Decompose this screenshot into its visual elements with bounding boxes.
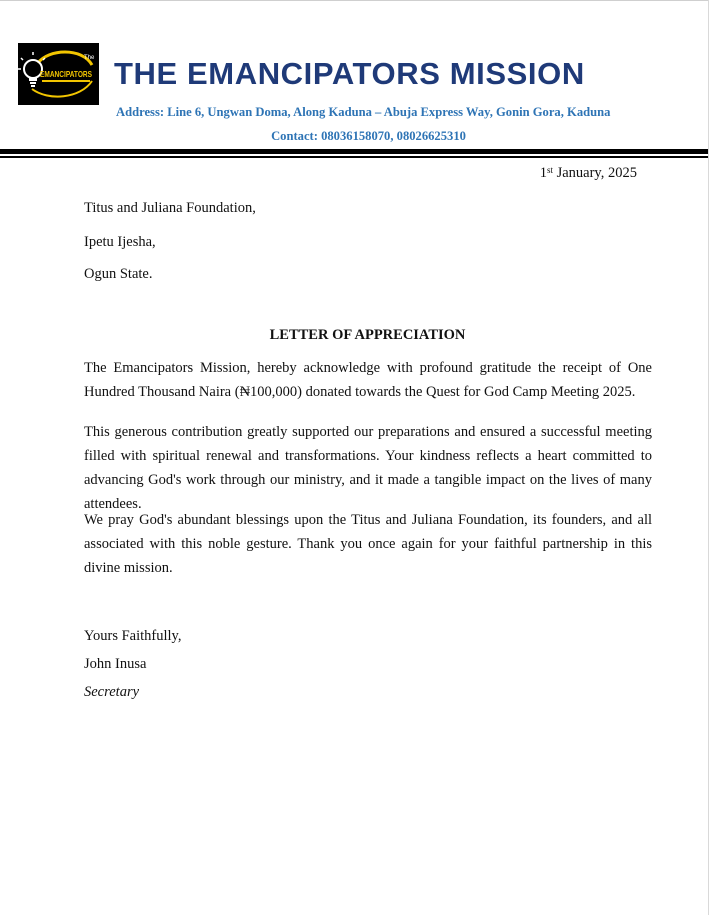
date-rest: January, 2025 xyxy=(552,165,637,181)
letter-heading: LETTER OF APPRECIATION xyxy=(269,327,466,343)
org-contact: Contact: 08036158070, 08026625310 xyxy=(271,129,466,143)
letterhead-rule-thin xyxy=(0,156,708,158)
mission-logo xyxy=(18,43,99,105)
body-paragraph: This generous contribution greatly supported our preparations and ensured a successful meeting filled with spiritual renewal and transformations. Your kindness reflects a heart committed to advancing God's work through our ministry, and it made a tangible impact on the lives of many attendees. xyxy=(84,424,652,512)
body-paragraph: The Emancipators Mission, hereby acknowledge with profound gratitude the receipt of One Hundred Thousand Naira (₦100,000) donated towards the Quest for God Camp Meeting 2025. xyxy=(84,360,652,400)
recipient-line: Ipetu Ijesha, xyxy=(84,234,156,250)
recipient-line: Ogun State. xyxy=(84,266,153,282)
date-day: 1 xyxy=(539,165,547,181)
logo-small-text: The xyxy=(84,55,95,61)
org-name: THE EMANCIPATORS MISSION xyxy=(114,56,585,91)
lightbulb-icon xyxy=(18,43,99,105)
letterhead-rule-thick xyxy=(0,149,708,154)
page-top-edge xyxy=(0,0,709,1)
body-paragraph: We pray God's abundant blessings upon the Titus and Juliana Foundation, its founders, and all associated with this noble gesture. Thank you once again for your faithful partnership in this divine mission. xyxy=(84,512,652,576)
signatory-title: Secretary xyxy=(84,684,140,700)
org-address: Address: Line 6, Ungwan Doma, Along Kaduna – Abuja Express Way, Gonin Gora, Kaduna xyxy=(116,105,611,119)
logo-wordmark: EMANCIPATORS xyxy=(40,70,93,79)
closing-salutation: Yours Faithfully, xyxy=(84,628,182,644)
signatory-name: John Inusa xyxy=(84,656,147,672)
date-suffix: st xyxy=(546,165,553,175)
recipient-line: Titus and Juliana Foundation, xyxy=(84,200,256,216)
letter-date xyxy=(540,164,637,182)
